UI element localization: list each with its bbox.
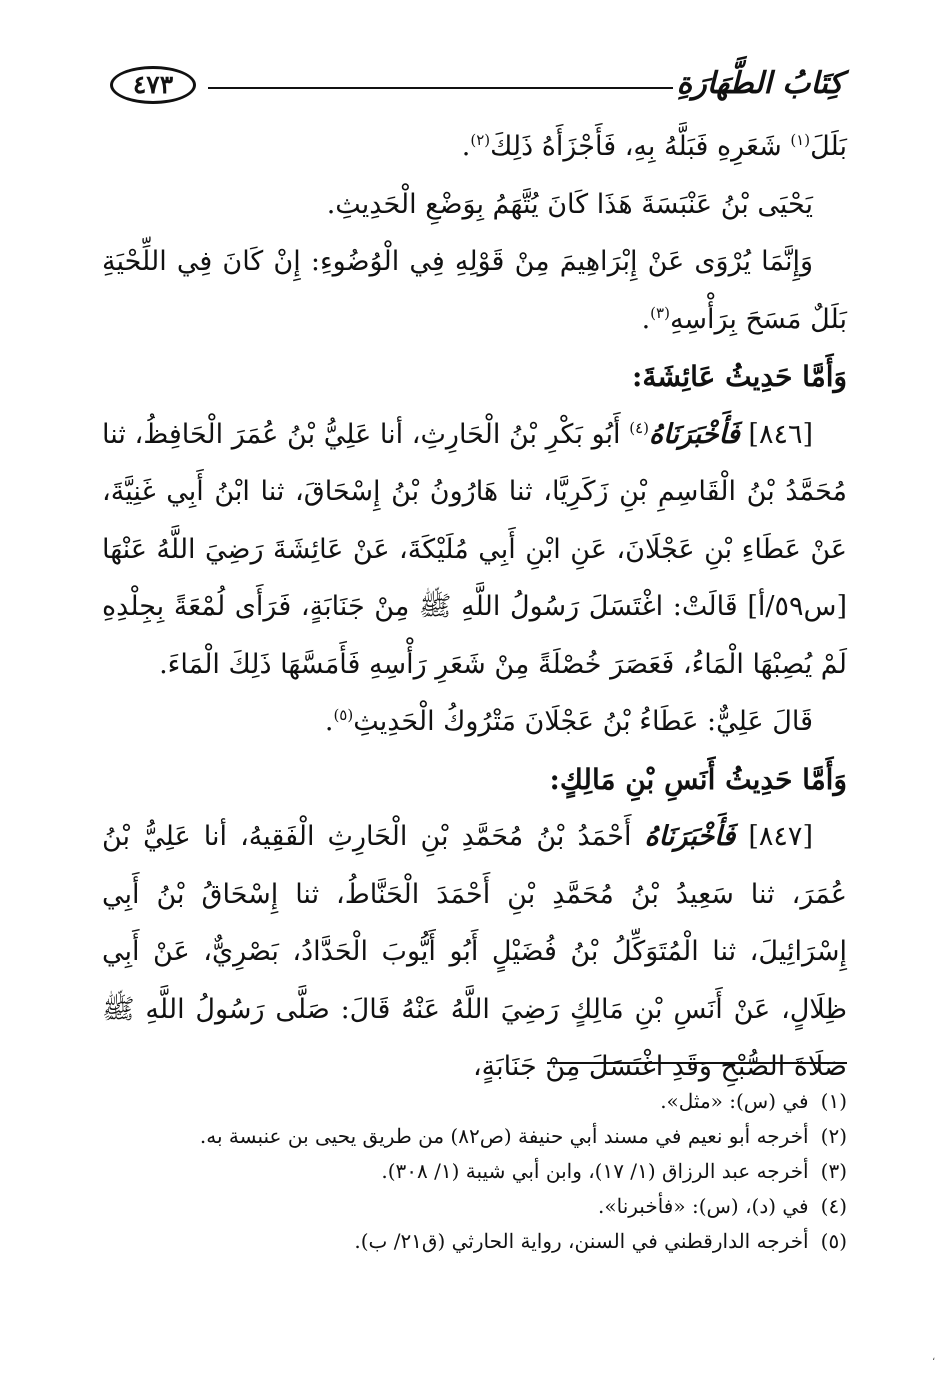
hadith-text: أَبُو بَكْرِ بْنُ الْحَارِثِ، أنا عَلِيُّ بْنُ عُمَرَ الْحَافِظُ، ثنا مُحَمَّدُ بْنُ الْقَاسِمِ بْنِ زَكَرِيَّا، ثنا هَارُونُ بْنُ إِسْحَاقَ، ثنا ابْنُ أَبِي غَنِيَّةَ، عَنْ عَطَاءِ بْنِ عَجْلَانَ، عَنِ ابْنِ أَبِي مُلَيْكَةَ، عَنْ عَائِشَةَ رَضِيَ اللَّهُ عَنْهَا [س٥٩/أ] قَالَتْ: اغْتَسَلَ رَسُولُ اللَّهِ ﷺ مِنْ جَنَابَةٍ، فَرَأَى لُمْعَةً بِجِلْدِهِ لَمْ يُصِبْهَا الْمَاءُ، فَعَصَرَ خُصْلَةً مِنْ شَعَرِ رَأْسِهِ فَأَمَسَّهَا ذَلِكَ الْمَاءَ.: [102, 418, 847, 680]
footnote-number: (٢): [820, 1124, 847, 1148]
paragraph-ali-comment: قَالَ عَلِيٌّ: عَطَاءُ بْنُ عَجْلَانَ مَتْرُوكُ الْحَدِيثِ$^{(٥)}$.: [324, 706, 813, 737]
footnote-separator: [547, 1062, 847, 1064]
header-rule: [208, 87, 673, 89]
main-text: [102, 118, 847, 1096]
hadith-text: أَحْمَدُ بْنُ مُحَمَّدِ بْنِ الْحَارِثِ الْفَقِيهُ، أنا عَلِيُّ بْنُ عُمَرَ، ثنا سَعِيدُ بْنُ مُحَمَّدِ بْنِ أَحْمَدَ الْحَنَّاطُ، ثنا إِسْحَاقُ بْنُ أَبِي إِسْرَائِيلَ، ثنا الْمُتَوَكِّلُ بْنُ فُضَيْلٍ أَبُو أَيُّوبَ الْحَدَّادُ، بَصْرِيٌّ، عَنْ أَبِي ظِلَالٍ، عَنْ أَنَسِ بْنِ مَالِكٍ رَضِيَ اللَّهُ عَنْهُ قَالَ: صَلَّى رَسُولُ اللَّهِ ﷺ صَلَاةَ الصُّبْحِ وَقَدِ اغْتَسَلَ مِنْ جَنَابَةٍ،: [102, 821, 847, 1082]
footnote: [102, 1154, 847, 1189]
paragraph-text: وَإِنَّمَا يُرْوَى عَنْ إِبْرَاهِيمَ مِنْ قَوْلِهِ فِي الْوُضُوءِ: إِنْ كَانَ فِي اللِّحْيَةِ بَلَلٌ مَسَحَ بِرَأْسِهِ: [102, 246, 847, 335]
section-heading-anas: وَأَمَّا حَدِيثُ أَنَسِ بْنِ مَالِكٍ:: [549, 762, 847, 796]
hadith-847: [102, 808, 847, 1096]
footnote-text: أخرجه عبد الرزاق (١/ ١٧)، وابن أبي شيبة (١/ ٣٠٨).: [381, 1159, 809, 1183]
book-title: كِتَابُ الطَّهَارَةِ: [676, 66, 843, 101]
footnote-text: أخرجه أبو نعيم في مسند أبي حنيفة (ص٨٢) من طريق يحيى بن عنبسة به.: [199, 1124, 809, 1148]
footnote-number: (٣): [820, 1159, 847, 1183]
footnote-text: في (س): «مثل».: [660, 1089, 809, 1113]
footnote: [102, 1189, 847, 1224]
footnote-number: (١): [820, 1089, 847, 1113]
page-header: [108, 62, 843, 112]
hadith-keyword: فَأَخْبَرَنَاهُ: [648, 418, 740, 450]
footnote-ref[interactable]: (٥): [333, 706, 354, 724]
footnote-number: (٥): [820, 1229, 847, 1253]
footnote: [102, 1119, 847, 1154]
paragraph-continuation: بَلَلَ$^{(١)}$ شَعَرِهِ فَبَلَّهُ بِهِ، فَأَجْزَأَهُ ذَلِكَ$^{(٢)}$.: [461, 131, 847, 162]
paragraph-ibrahim: وَإِنَّمَا يُرْوَى عَنْ إِبْرَاهِيمَ مِنْ قَوْلِهِ فِي الْوُضُوءِ: إِنْ كَانَ فِي اللِّحْيَةِ بَلَلٌ مَسَحَ بِرَأْسِهِ$^{(٣)}$.: [102, 246, 847, 335]
footnotes: [102, 1084, 847, 1259]
section-heading-aisha: وَأَمَّا حَدِيثُ عَائِشَةَ:: [632, 360, 847, 393]
hadith-846: [102, 406, 847, 694]
footnote-ref[interactable]: (٢): [470, 131, 491, 149]
paragraph-text: شَعَرِهِ فَبَلَّهُ بِهِ، فَأَجْزَأَهُ ذَلِكَ: [490, 131, 791, 162]
hadith-keyword: فَأَخْبَرَنَاهُ: [644, 821, 736, 852]
footnote-text: في (د)، (س): «فأخبرنا».: [598, 1194, 809, 1218]
hadith-number: [٨٤٧]: [748, 821, 813, 852]
scan-edge-mark: ،: [932, 1352, 936, 1363]
footnote-ref[interactable]: (٤): [629, 418, 649, 437]
hadith-number: [٨٤٦]: [748, 418, 813, 450]
footnote-text: أخرجه الدارقطني في السنن، رواية الحارثي (ق٢١/ ب).: [354, 1229, 809, 1253]
footnote: [102, 1224, 847, 1259]
paragraph-narrator-note: يَحْيَى بْنُ عَنْبَسَةَ هَذَا كَانَ يُتَّهَمُ بِوَضْعِ الْحَدِيثِ.: [326, 188, 813, 220]
page-number: ٤٧٣: [110, 66, 196, 104]
footnote: [102, 1084, 847, 1119]
paragraph-word: بَلَلَ: [810, 131, 847, 162]
footnote-ref[interactable]: (٣): [650, 303, 670, 322]
footnote-number: (٤): [820, 1194, 847, 1218]
footnote-ref[interactable]: (١): [790, 131, 811, 149]
paragraph-text: قَالَ عَلِيٌّ: عَطَاءُ بْنُ عَجْلَانَ مَتْرُوكُ الْحَدِيثِ: [353, 706, 813, 737]
